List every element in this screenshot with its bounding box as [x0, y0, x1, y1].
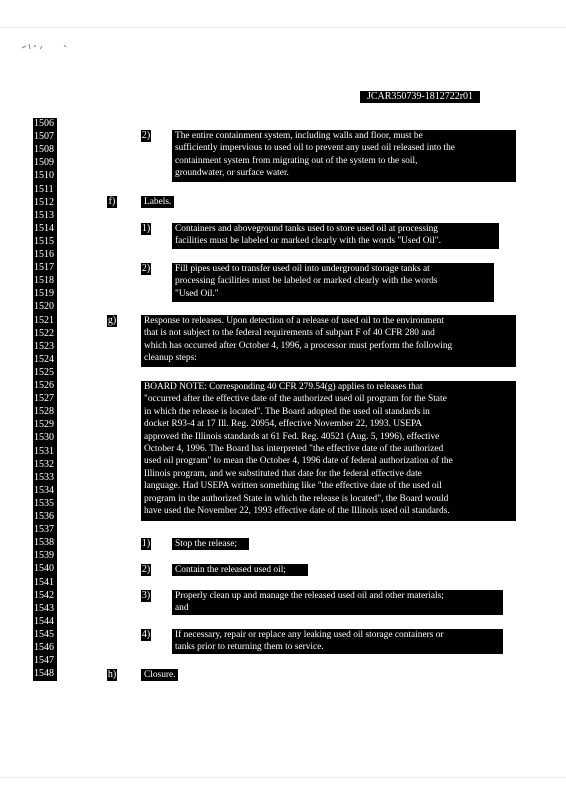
line-number: 1515: [34, 235, 54, 247]
item-g1-label: 1): [141, 538, 151, 549]
document-id: JCAR350739-1812722r01: [360, 91, 480, 103]
line-number: 1530: [34, 432, 54, 444]
line-number: 1509: [34, 157, 54, 169]
item-g2-text: [172, 564, 308, 576]
item-f1-paragraph: [172, 223, 499, 249]
line-number: 1546: [34, 642, 54, 653]
line-number: 1517: [34, 262, 54, 274]
line-number: 1531: [34, 445, 54, 457]
text-line: The entire containment system, including walls and floor, must be: [175, 131, 423, 141]
line-number: 1507: [34, 131, 54, 143]
line-number: 1543: [34, 602, 54, 614]
line-number-column: [33, 118, 57, 681]
line-number: 1541: [34, 576, 54, 588]
text-line: Properly clean up and manage the released used oil and other materials;: [175, 591, 444, 601]
text-line: language. Had USEPA written something like "the effective date of the used oil: [144, 481, 442, 492]
text-line: docket R93-4 at 17 Ill. Reg. 20954, effective November 22, 1993. USEPA: [144, 419, 423, 430]
line-number: 1528: [34, 406, 54, 418]
text-line: "Used Oil.": [175, 288, 219, 299]
text-line: Labels.: [144, 197, 172, 207]
text-line: Illinois program, and we substituted that date for the federal effective date: [144, 468, 422, 479]
text-line: containment system from migrating out of the system to the soil,: [175, 155, 418, 166]
page-top-edge: [0, 27, 566, 28]
line-number: 1511: [34, 183, 54, 195]
line-number: 1508: [34, 144, 54, 156]
line-number: 1536: [34, 511, 54, 522]
text-line: Response to releases. Upon detection of a release of used oil to the environment: [144, 316, 444, 326]
text-line: Containers and aboveground tanks used to store used oil at processing: [175, 224, 438, 234]
line-number: 1513: [34, 209, 54, 221]
text-line: cleanup steps:: [144, 353, 197, 364]
text-line: tanks prior to returning them to service.: [175, 642, 324, 653]
text-line: sufficiently impervious to used oil to prevent any used oil released into the: [175, 143, 455, 154]
page-bottom-edge: [0, 777, 566, 778]
line-number: 1506: [34, 118, 54, 129]
line-number: 1525: [34, 366, 54, 378]
line-number: 1527: [34, 393, 54, 405]
item-g1-text: [172, 538, 249, 550]
line-number: 1512: [34, 196, 54, 208]
line-number: 1532: [34, 458, 54, 470]
text-line: processing facilities must be labeled or marked clearly with the words: [175, 276, 438, 287]
line-number: 1518: [34, 275, 54, 287]
line-number: 1535: [34, 497, 54, 509]
text-line: program in the authorized State in which the release is located", the Board would: [144, 493, 449, 504]
line-number: 1534: [34, 484, 54, 496]
scan-speckle-mark: [20, 40, 70, 54]
line-number: 1548: [34, 668, 54, 680]
text-line: in which the release is located". The Board adopted the used oil standards in: [144, 406, 430, 417]
line-number: 1533: [34, 471, 54, 483]
line-number: 1545: [34, 628, 54, 640]
text-line: "occurred after the effective date of the authorized used oil program for the State: [144, 394, 447, 405]
text-line: Contain the released used oil;: [175, 565, 286, 575]
section-f-title: [141, 196, 174, 208]
line-number: 1526: [34, 380, 54, 391]
line-number: 1529: [34, 419, 54, 431]
section-h-label: h): [107, 669, 117, 680]
line-number: 1542: [34, 589, 54, 601]
line-number: 1516: [34, 249, 54, 260]
item-g4-label: 4): [141, 629, 151, 640]
text-line: used oil program" to mean the October 4, 1996 date of federal authorization of the: [144, 456, 453, 467]
text-line: have used the November 22, 1993 effective date of the Illinois used oil standards.: [144, 506, 450, 517]
line-number: 1537: [34, 524, 54, 536]
text-line: If necessary, repair or replace any leaking used oil storage containers or: [175, 630, 444, 640]
line-number: 1547: [34, 655, 54, 667]
line-number: 1539: [34, 550, 54, 562]
text-line: BOARD NOTE: Corresponding 40 CFR 279.54(g) applies to releases that: [144, 382, 423, 392]
text-line: October 4, 1996. The Board has interpreted "the effective date of the authorized: [144, 444, 444, 455]
line-number: 1544: [34, 615, 54, 627]
item-g3-label: 3): [141, 590, 151, 601]
text-line: Closure.: [144, 670, 176, 680]
item-g2-label: 2): [141, 564, 151, 575]
line-number: 1523: [34, 340, 54, 352]
item-f2-paragraph: [172, 263, 494, 302]
line-number: 1520: [34, 301, 54, 313]
text-line: approved the Illinois standards at 61 Fed. Reg. 40521 (Aug. 5, 1996), effective: [144, 431, 440, 442]
text-line: which has occurred after October 4, 1996, a processor must perform the following: [144, 340, 453, 351]
text-line: facilities must be labeled or marked clearly with the words "Used Oil".: [175, 236, 441, 247]
text-line: that is not subject to the federal requirements of subpart F of 40 CFR 280 and: [144, 328, 435, 339]
text-line: and: [175, 603, 189, 614]
section-g-label: g): [107, 315, 117, 326]
text-line: groundwater, or surface water.: [175, 168, 289, 179]
line-number: 1521: [34, 314, 54, 326]
section-h-title: [141, 669, 178, 681]
line-number: 1522: [34, 327, 54, 339]
section-f-label: f): [108, 196, 116, 207]
item-2-paragraph: [172, 130, 516, 182]
text-line: Fill pipes used to transfer used oil into underground storage tanks at: [175, 264, 430, 274]
item-f1-label: 1): [141, 223, 151, 234]
line-number: 1519: [34, 288, 54, 300]
section-g-paragraph: [141, 315, 516, 367]
board-note-paragraph: [141, 381, 516, 521]
line-number: 1540: [34, 563, 54, 575]
item-f2-label: 2): [141, 263, 151, 274]
line-number: 1538: [34, 537, 54, 549]
line-number: 1514: [34, 222, 54, 234]
item-2-label: 2): [141, 130, 151, 141]
line-number: 1524: [34, 353, 54, 365]
item-g3-paragraph: [172, 590, 503, 615]
text-line: Stop the release;: [175, 539, 237, 549]
item-g4-paragraph: [172, 629, 503, 654]
line-number: 1510: [34, 170, 54, 182]
